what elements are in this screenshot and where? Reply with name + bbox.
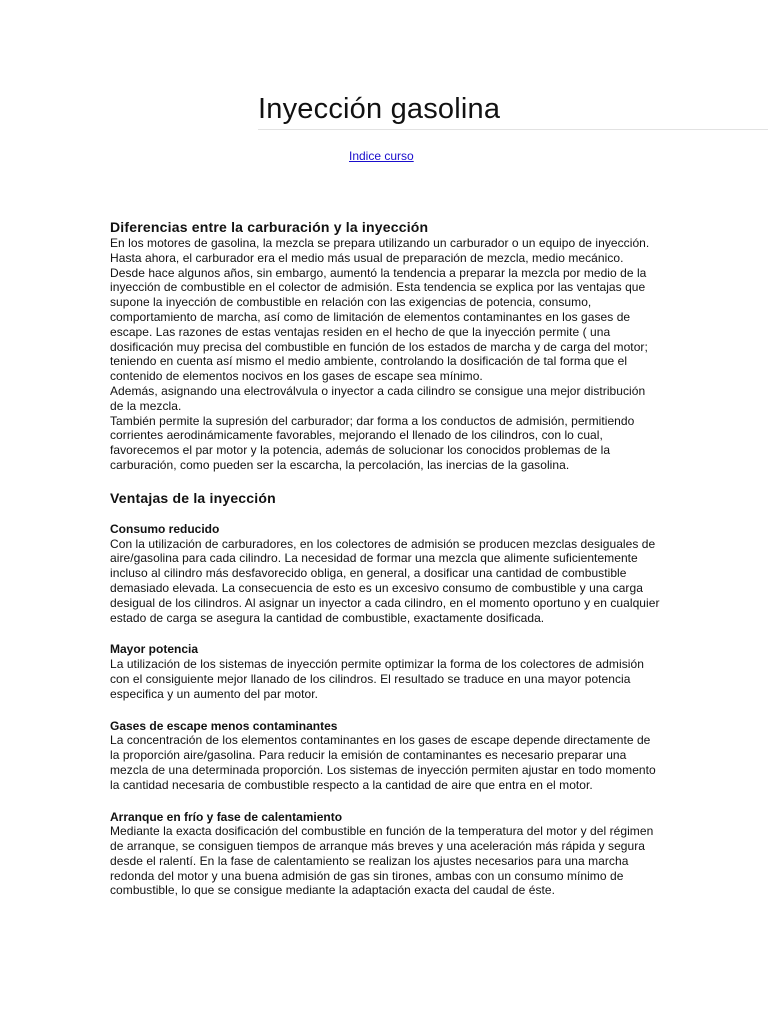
paragraph-cleaner-exhaust: La concentración de los elementos contaminantes en los gases de escape depende directamente de la proporción aire/gasolina. Para reducir la emisión de contaminantes es necesario preparar una mezcla de una determinada proporción. Los sistemas de inyección permiten ajustar en todo momento la cantidad necesaria de combustible respecto a la cantidad de aire que entra en el motor. (110, 733, 656, 792)
paragraph-more-power: La utilización de los sistemas de inyección permite optimizar la forma de los colectores de admisión con el consiguiente mejor llanado de los cilindros. El resultado se traduce en una mayor potencia especifica y un aumento del par motor. (110, 657, 644, 701)
paragraph-reduced-consumption: Con la utilización de carburadores, en los colectores de admisión se producen mezclas desiguales de aire/gasolina para cada cilindro. La necesidad de formar una mezcla que alimente suficientemente incluso al cilindro más desfavorecido obliga, en general, a dosificar una cantidad de combustible demasiado elevada. La consecuencia de esto es un excesivo consumo de combustible y una carga desigual de los cilindros. Al asignar un inyector a cada cilindro, en el momento oportuno y en cualquier estado de carga se asegura la cantidad de combustible, exactamente dosificada. (110, 536, 660, 625)
article-body (110, 219, 660, 898)
section-heading-differences: Diferencias entre la carburación y la inyección (110, 219, 429, 235)
paragraph-differences-3: También permite la supresión del carburador; dar forma a los conductos de admisión, permitiendo corrientes aerodinámicamente favorables, mejorando el llenado de los cilindros, con lo cual, favorecemos el par motor y la potencia, además de solucionar los conocidos problemas de la carburación, como pueden ser la escarcha, la percolación, las inercias de la gasolina. (110, 413, 635, 472)
page-title: Inyección gasolina (258, 93, 501, 125)
section-heading-advantages: Ventajas de la inyección (110, 489, 276, 506)
index-course-link[interactable]: Indice curso (349, 149, 414, 163)
subheading-more-power: Mayor potencia (110, 642, 199, 657)
subheading-cleaner-exhaust: Gases de escape menos contaminantes (110, 718, 338, 733)
title-divider (258, 129, 768, 130)
paragraph-cold-start: Mediante la exacta dosificación del combustible en función de la temperatura del motor y del régimen de arranque, se consiguen tiempos de arranque más breves y una aceleración más rápida y segura desde el ralentí. En la fase de calentamiento se realizan los ajustes necesarios para una marcha redonda del motor y una buena admisión de gas sin tirones, ambas con un consumo mínimo de combustible, lo que se consigue mediante la adaptación exacta del caudal de éste. (110, 824, 654, 898)
subheading-reduced-consumption: Consumo reducido (110, 521, 220, 536)
subheading-cold-start: Arranque en frío y fase de calentamiento (110, 809, 343, 824)
paragraph-differences-1: En los motores de gasolina, la mezcla se prepara utilizando un carburador o un equipo de inyección. Hasta ahora, el carburador era el medio más usual de preparación de mezcla, medio mecánico. Desde hace algunos años, sin embargo, aumentó la tendencia a preparar la mezcla por medio de la inyección de combustible en el colector de admisión. Esta tendencia se explica por las ventajas que supone la inyección de combustible en relación con las exigencias de potencia, consumo, comportamiento de marcha, así como de limitación de elementos contaminantes en los gases de escape. Las razones de estas ventajas residen en el hecho de que la inyección permite ( una dosificación muy precisa del combustible en función de los estados de marcha y de carga del motor; teniendo en cuenta así mismo el medio ambiente, controlando la dosificación de tal forma que el contenido de elementos nocivos en los gases de escape sea mínimo. (110, 236, 650, 384)
paragraph-differences-2: Además, asignando una electroválvula o inyector a cada cilindro se consigue una mejor distribución de la mezcla. (110, 383, 646, 413)
